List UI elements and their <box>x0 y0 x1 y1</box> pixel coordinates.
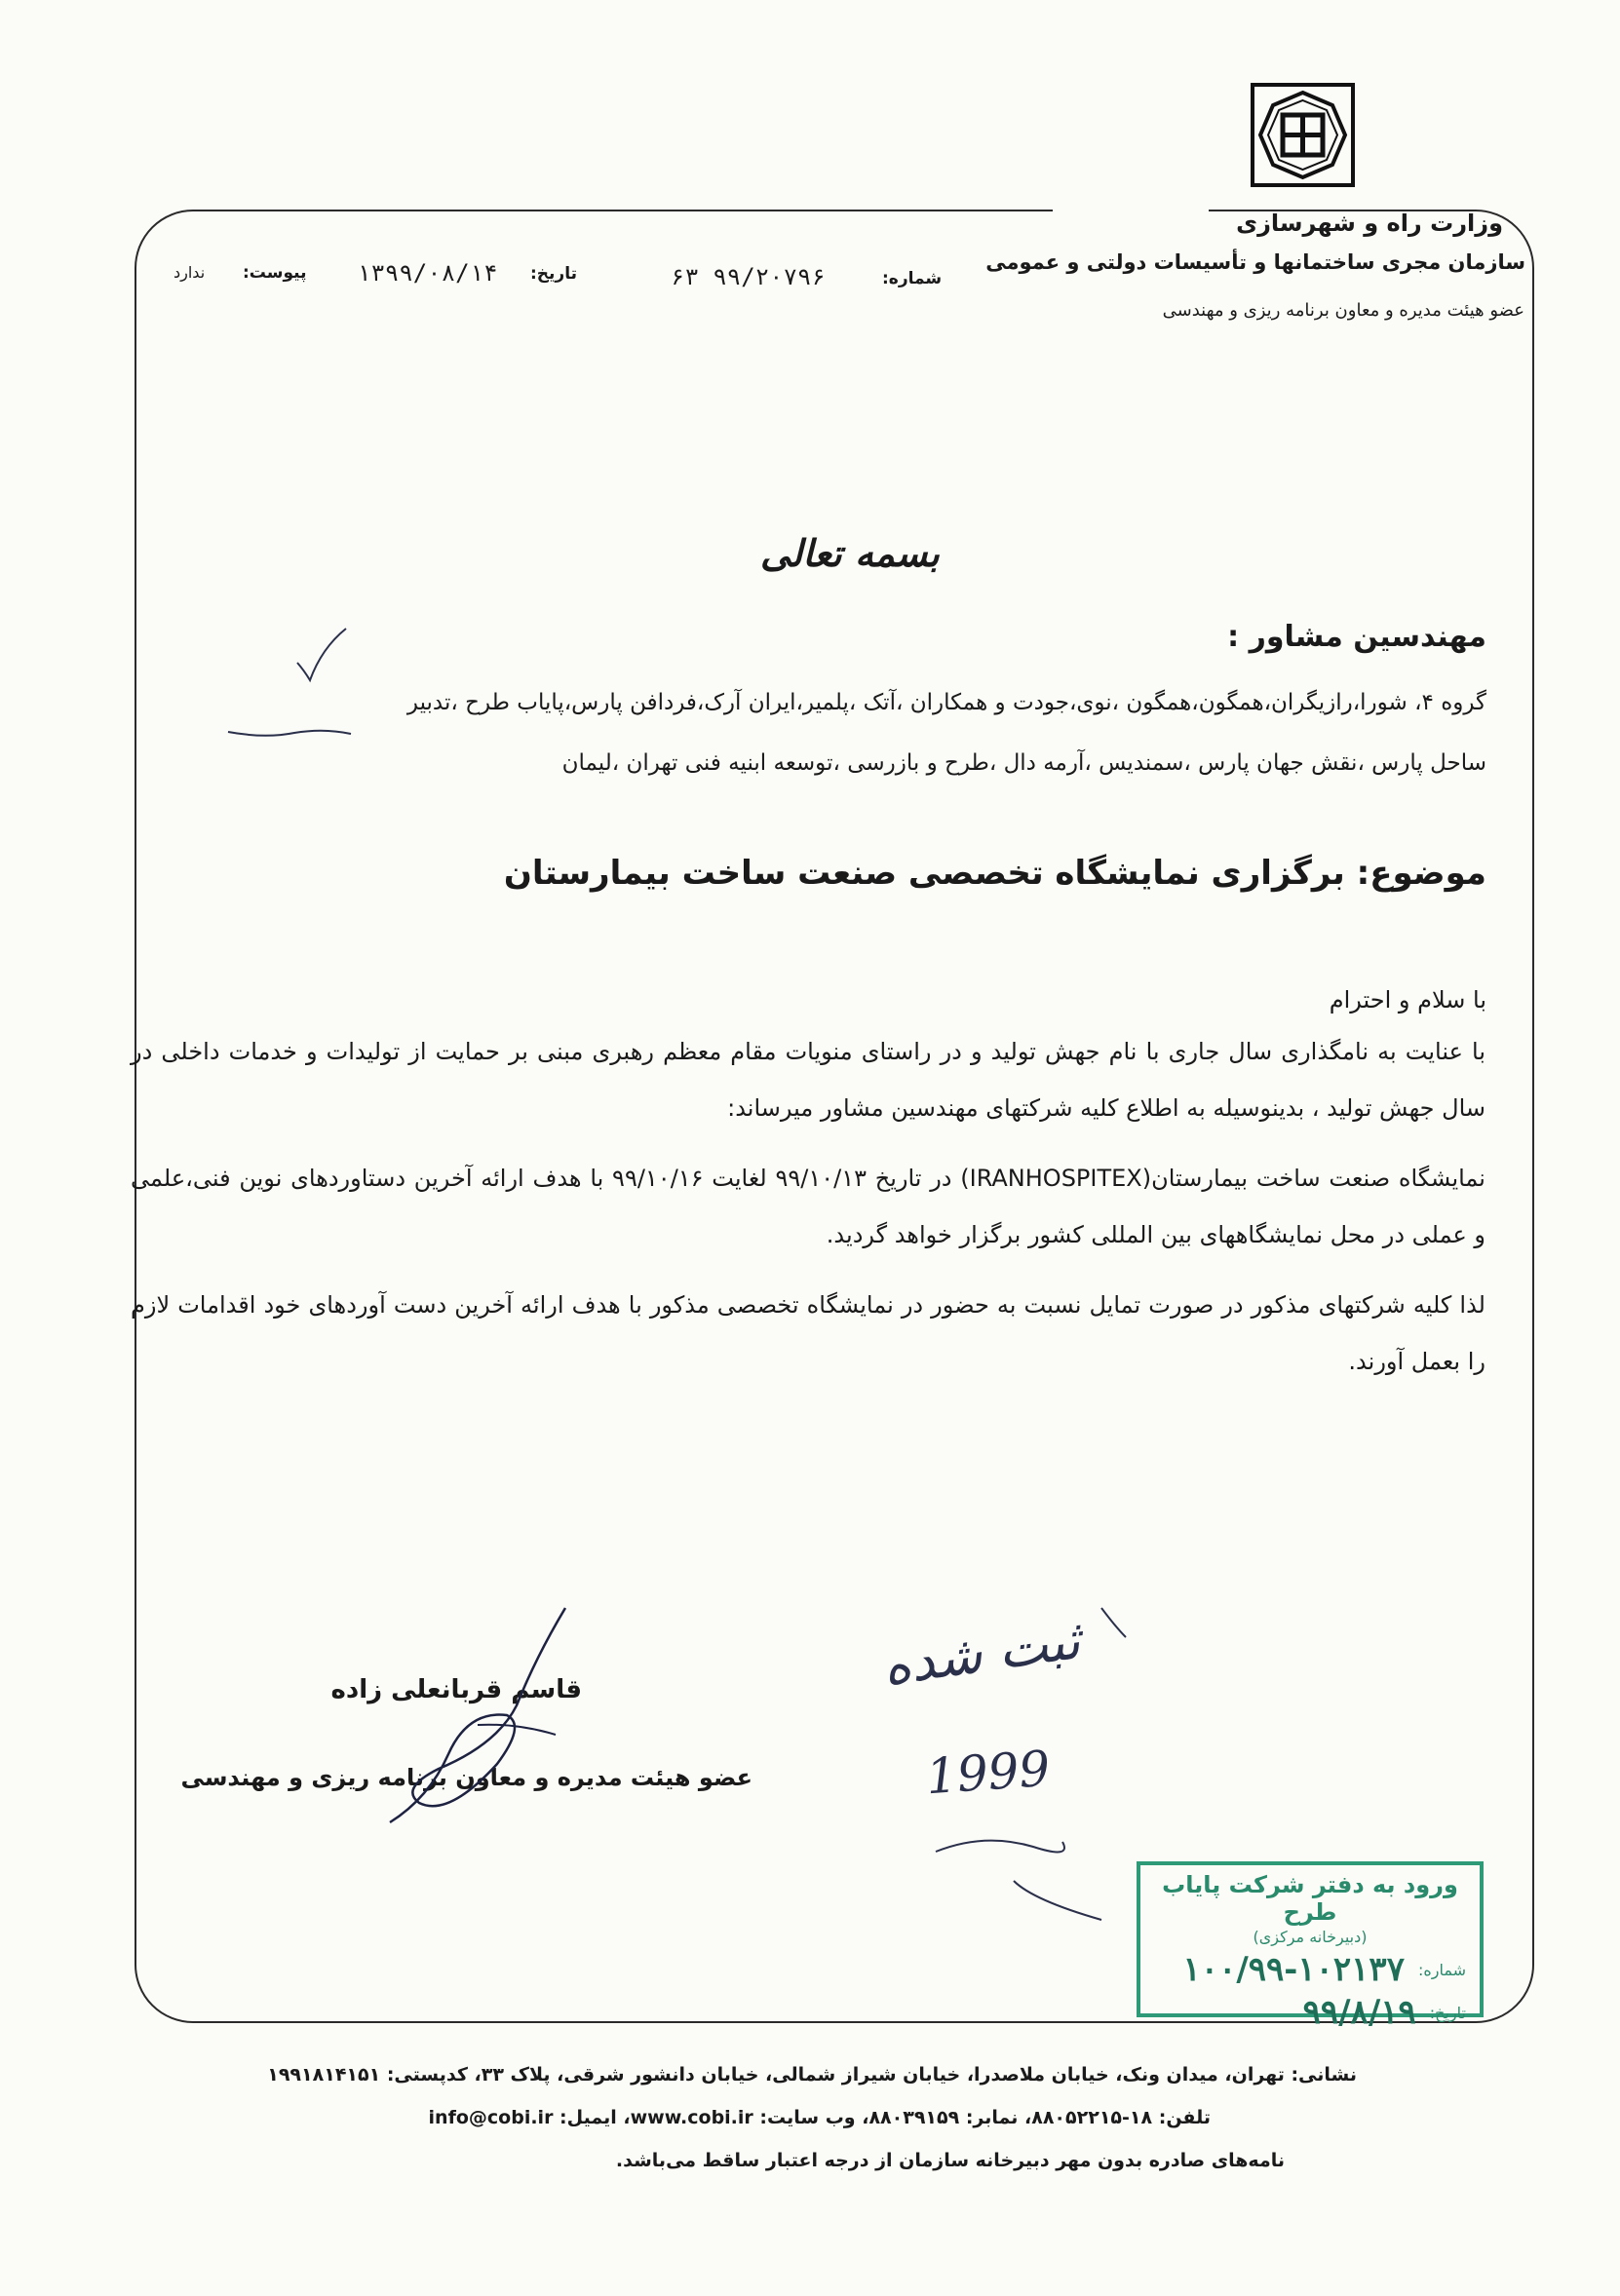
recipients-line-1: گروه ۴، شورا،رازیگران،همگون،همگون ،نوی،جودت و همکاران ،آتک ،پلمیر،ایران آرک،فردافن پارس،پایاب طرح ،تدبیر <box>406 690 1486 715</box>
receipt-stamp <box>1137 1861 1484 2032</box>
handwritten-note: ثبت شده <box>878 1609 1084 1698</box>
footer-contact: تلفن: ۱۸-۸۸۰۵۲۲۱۵، نمابر: ۸۸۰۳۹۱۵۹، وب سایت: www.cobi.ir، ایمیل: info@cobi.ir <box>428 2107 1211 2128</box>
number-label: شماره: <box>882 269 943 288</box>
footer-address: نشانی: تهران، میدان ونک، خیابان ملاصدرا، خیابان شیراز شمالی، خیابان دانشور شرقی، پلاک ۳۳، کدپستی: ۱۹۹۱۸۱۴۱۵۱ <box>267 2064 1357 2086</box>
basmala: بسمه تعالی <box>760 531 940 575</box>
letter-subject: موضوع: برگزاری نمایشگاه تخصصی صنعت ساخت بیمارستان <box>503 854 1486 893</box>
check-mark-icon <box>292 624 351 684</box>
handwriting-stroke-icon <box>906 1598 1140 1930</box>
sender-role: عضو هیئت مدیره و معاون برنامه ریزی و مهندسی <box>1162 300 1524 321</box>
handwritten-number: 1999 <box>924 1740 1053 1806</box>
stamp-number-value: ۱۰۰/۹۹-۱۰۲۱۳۷ <box>1182 1950 1405 1989</box>
signatory-name: قاسم قربانعلی زاده <box>330 1675 582 1704</box>
greeting: با سلام و احترام <box>1329 986 1486 1014</box>
date-value: ۱۳۹۹/۰۸/۱۴ <box>357 259 498 287</box>
stamp-date-value: ۹۹/۸/۱۹ <box>1302 1993 1416 2032</box>
date-label: تاریخ: <box>530 264 577 284</box>
footer-notice: نامه‌های صادره بدون مهر دبیرخانه سازمان از درجه اعتبار ساقط می‌باشد. <box>615 2150 1285 2171</box>
recipients-line-2: ساحل پارس ،نقش جهان پارس ،سمندیس ،آرمه دال ،طرح و بازرسی ،توسعه ابنیه فنی تهران ،لیمان <box>561 750 1486 776</box>
stamp-date-row <box>1154 1993 1466 2032</box>
ministry-logo-icon <box>1251 83 1355 187</box>
paragraph-3: لذا کلیه شرکتهای مذکور در صورت تمایل نسبت به حضور در نمایشگاه تخصصی مذکور با هدف ارائه آخرین دست آوردهای خود اقدامات لازم را بعمل آورند. <box>131 1291 1485 1375</box>
ministry-name: وزارت راه و شهرسازی <box>1236 210 1503 237</box>
attachment-label: پیوست: <box>243 263 307 283</box>
organization-name: سازمان مجری ساختمانها و تأسیسات دولتی و عمومی <box>985 250 1525 274</box>
number-value: ۶۳ ۹۹/۲۰۷۹۶ <box>671 263 826 290</box>
frame-gap <box>1053 200 1209 223</box>
salutation: مهندسین مشاور : <box>1227 620 1486 654</box>
stamp-number-row <box>1154 1950 1466 1989</box>
paragraph-2: نمایشگاه صنعت ساخت بیمارستان(IRANHOSPITEX) در تاریخ ۹۹/۱۰/۱۳ لغایت ۹۹/۱۰/۱۶ با هدف ارائه آخرین دستاوردهای نوین فنی،علمی و عملی در محل نمایشگاههای بین المللی کشور برگزار خواهد گردید. <box>131 1165 1485 1248</box>
stamp-subtitle: (دبیرخانه مرکزی) <box>1253 1928 1368 1946</box>
attachment-value: ندارد <box>174 263 206 282</box>
stamp-number-label: شماره: <box>1417 1960 1466 1979</box>
stamp-title: ورود به دفتر شرکت پایاب طرح <box>1162 1871 1458 1926</box>
handwritten-underline-icon <box>226 726 353 740</box>
stamp-date-label: تاریخ: <box>1429 2003 1466 2022</box>
paragraph-1: با عنایت به نامگذاری سال جاری با نام جهش تولید و در راستای منویات مقام معظم رهبری مبنی بر حمایت از تولیدات و خدمات داخلی در سال جهش تولید ، بدینوسیله به اطلاع کلیه شرکتهای مهندسین مشاور میرساند: <box>131 1038 1485 1122</box>
signature-icon <box>361 1598 585 1832</box>
signatory-title: عضو هیئت مدیره و معاون برنامه ریزی و مهندسی <box>180 1764 752 1791</box>
